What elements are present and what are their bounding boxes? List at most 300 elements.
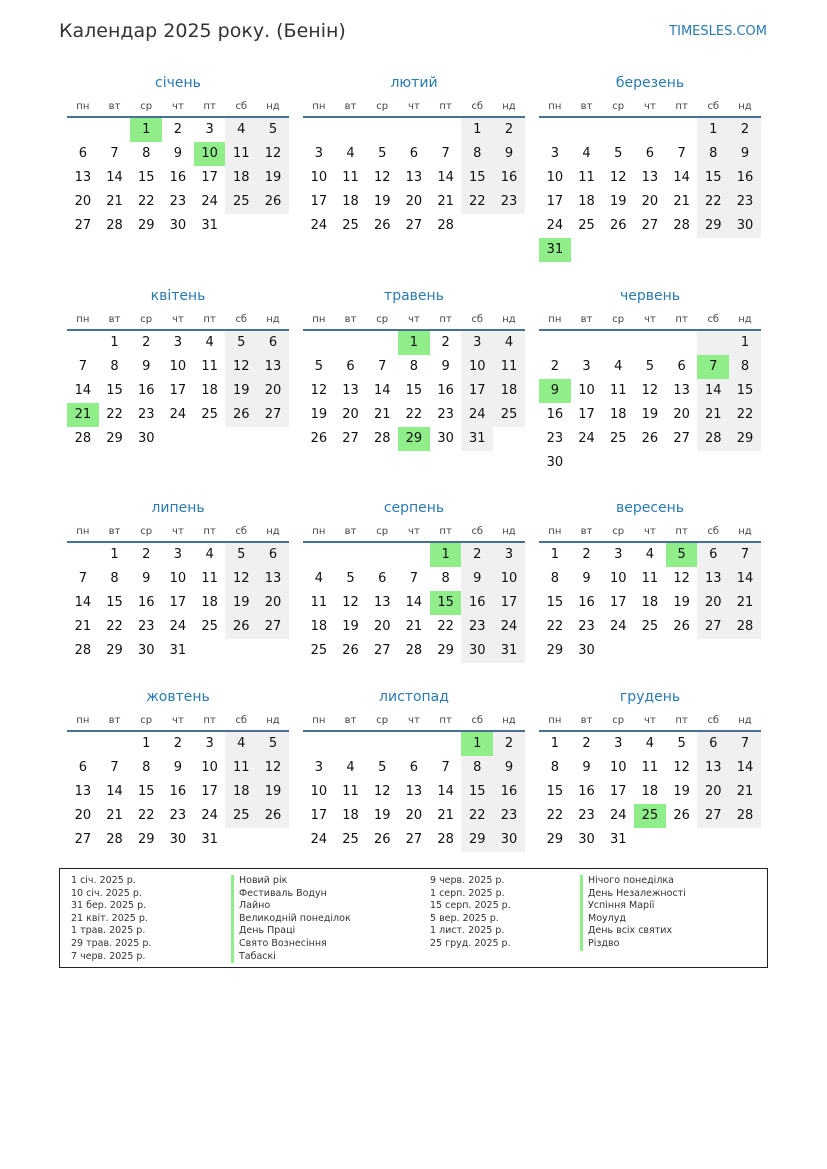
week-row <box>67 828 289 852</box>
week-row <box>67 379 289 403</box>
day-cell: 9 <box>729 142 761 166</box>
day-cell: 24 <box>310 832 328 847</box>
weekday-label: нд <box>502 526 516 537</box>
weekday-label: ср <box>612 715 625 726</box>
day-cell: 8 <box>461 142 493 166</box>
day-cell: 23 <box>169 808 187 823</box>
day-cell: 17 <box>609 784 627 799</box>
day-cell: 10 <box>461 355 493 379</box>
empty-cell <box>257 828 289 852</box>
day-cell: 14 <box>697 379 729 403</box>
day-cell: 18 <box>201 383 218 398</box>
legend-entry: 1 серп. 2025 р. <box>430 887 505 899</box>
day-cell: 9 <box>493 142 525 166</box>
weekday-label: чт <box>644 526 656 537</box>
empty-cell <box>225 427 257 451</box>
month-name: травень <box>384 288 444 304</box>
day-cell: 8 <box>441 571 450 586</box>
weekday-label: чт <box>172 314 184 325</box>
weekday-label: пт <box>439 101 452 112</box>
day-cell: 24 <box>546 218 564 233</box>
day-cell: 13 <box>673 383 690 398</box>
weekday-label: пн <box>312 715 326 726</box>
day-cell: 25 <box>641 619 659 634</box>
day-cell: 7 <box>409 571 419 586</box>
month-name: лютий <box>390 75 438 91</box>
day-cell: 17 <box>310 808 328 823</box>
day-cell: 17 <box>546 194 564 209</box>
day-cell: 20 <box>697 780 729 804</box>
day-cell: 1 <box>461 118 493 142</box>
day-cell: 14 <box>74 383 92 398</box>
day-cell: 26 <box>257 804 289 828</box>
day-cell: 22 <box>405 407 423 422</box>
day-cell: 25 <box>201 619 218 634</box>
day-cell: 8 <box>697 142 729 166</box>
day-cell: 30 <box>578 643 595 658</box>
week-row <box>303 591 525 615</box>
weekday-header <box>303 521 525 543</box>
day-cell: 2 <box>493 732 525 756</box>
week-row <box>67 543 289 567</box>
day-cell: 19 <box>609 194 627 209</box>
legend-entry: 29 трав. 2025 р. <box>71 937 152 949</box>
day-cell: 1 <box>142 736 151 751</box>
empty-cell <box>634 451 666 475</box>
day-cell: 12 <box>257 756 289 780</box>
week-row <box>303 355 525 379</box>
day-cell: 16 <box>137 595 155 610</box>
empty-cell <box>303 118 335 142</box>
legend-names-left <box>231 875 351 963</box>
day-cell: 11 <box>641 760 659 775</box>
day-cell: 30 <box>169 218 187 233</box>
empty-cell <box>634 331 666 355</box>
empty-cell <box>666 238 698 262</box>
day-cell: 8 <box>409 359 419 374</box>
day-cell: 23 <box>137 407 155 422</box>
day-cell: 10 <box>578 383 595 398</box>
day-cell: 7 <box>110 146 119 161</box>
weekday-header <box>303 309 525 331</box>
day-cell: 6 <box>257 331 289 355</box>
legend-entry: День Незалежності <box>580 888 686 901</box>
weekday-label: пн <box>76 101 90 112</box>
day-cell: 4 <box>225 732 257 756</box>
weekday-label: ср <box>376 715 389 726</box>
day-cell: 15 <box>546 784 564 799</box>
weekday-label: чт <box>644 101 656 112</box>
legend-names-right <box>580 875 686 951</box>
day-cell: 21 <box>437 808 454 823</box>
day-cell: 25 <box>201 407 218 422</box>
empty-cell <box>539 118 571 142</box>
day-cell: 9 <box>142 359 151 374</box>
week-row <box>303 756 525 780</box>
day-cell: 6 <box>78 146 87 161</box>
day-cell: 29 <box>137 218 155 233</box>
day-cell: 26 <box>373 832 391 847</box>
day-cell: 3 <box>173 335 183 350</box>
week-row <box>539 615 761 639</box>
weekday-label: пн <box>76 314 90 325</box>
day-cell: 13 <box>697 756 729 780</box>
day-cell: 27 <box>697 804 729 828</box>
week-row <box>539 379 761 403</box>
day-cell: 13 <box>405 784 423 799</box>
day-cell: 28 <box>106 832 123 847</box>
weekday-label: пт <box>675 526 688 537</box>
day-cell: 28 <box>673 218 690 233</box>
weekday-label: вт <box>344 101 357 112</box>
day-cell: 6 <box>78 760 87 775</box>
empty-cell <box>335 732 367 756</box>
day-cell: 15 <box>137 170 155 185</box>
weekday-header <box>303 710 525 732</box>
day-cell: 23 <box>493 804 525 828</box>
day-cell: 29 <box>437 643 454 658</box>
day-cell: 18 <box>225 780 257 804</box>
weekday-label: вт <box>580 526 593 537</box>
day-cell: 6 <box>378 571 387 586</box>
day-cell: 12 <box>225 355 257 379</box>
day-cell: 4 <box>645 547 655 562</box>
weekday-label: ср <box>376 526 389 537</box>
day-cell: 7 <box>697 355 729 379</box>
day-cell: 18 <box>609 407 627 422</box>
day-cell: 9 <box>539 379 571 403</box>
weekday-label: вт <box>580 314 593 325</box>
week-row <box>539 639 761 663</box>
day-cell: 20 <box>641 194 659 209</box>
day-cell: 8 <box>110 571 119 586</box>
day-cell: 28 <box>697 427 729 451</box>
week-row <box>303 118 525 142</box>
day-cell: 24 <box>310 218 328 233</box>
weekday-label: чт <box>408 715 420 726</box>
day-cell: 9 <box>173 146 183 161</box>
week-row <box>303 639 525 663</box>
weekday-label: пт <box>675 715 688 726</box>
day-cell: 19 <box>342 619 359 634</box>
day-cell: 22 <box>546 808 564 823</box>
weekday-label: нд <box>738 314 752 325</box>
day-cell: 10 <box>609 571 627 586</box>
site-link[interactable]: TIMESLES.COM <box>669 24 767 39</box>
day-cell: 5 <box>225 331 257 355</box>
day-cell: 5 <box>645 359 655 374</box>
day-cell: 5 <box>225 543 257 567</box>
day-cell: 16 <box>546 407 564 422</box>
week-row <box>67 331 289 355</box>
day-cell: 17 <box>493 591 525 615</box>
empty-cell <box>697 331 729 355</box>
empty-cell <box>602 238 634 262</box>
weekday-label: нд <box>266 526 280 537</box>
legend-entry: 21 квіт. 2025 р. <box>71 912 148 924</box>
legend-entry: Табаскі <box>231 951 351 964</box>
empty-cell <box>67 732 99 756</box>
day-cell: 18 <box>201 595 218 610</box>
day-cell: 15 <box>405 383 423 398</box>
day-cell: 15 <box>430 591 462 615</box>
day-cell: 3 <box>614 736 623 751</box>
month-9 <box>539 495 761 663</box>
weekday-label: ср <box>140 101 153 112</box>
week-row <box>303 379 525 403</box>
day-cell: 22 <box>106 407 123 422</box>
day-cell: 20 <box>257 379 289 403</box>
day-cell: 17 <box>169 595 187 610</box>
day-cell: 5 <box>378 760 387 775</box>
day-cell: 26 <box>673 808 690 823</box>
day-cell: 26 <box>673 619 690 634</box>
day-cell: 25 <box>609 431 627 446</box>
empty-cell <box>398 543 430 567</box>
empty-cell <box>602 639 634 663</box>
day-cell: 9 <box>173 760 183 775</box>
month-name: березень <box>615 75 685 91</box>
weekday-label: чт <box>408 314 420 325</box>
day-cell: 4 <box>645 736 655 751</box>
empty-cell <box>303 732 335 756</box>
week-row <box>303 732 525 756</box>
day-cell: 2 <box>173 736 183 751</box>
day-cell: 26 <box>310 431 328 446</box>
weekday-label: нд <box>738 526 752 537</box>
day-cell: 25 <box>342 218 359 233</box>
day-cell: 23 <box>578 619 595 634</box>
day-cell: 23 <box>137 619 155 634</box>
day-cell: 19 <box>373 808 391 823</box>
legend-entry: 5 вер. 2025 р. <box>430 912 499 924</box>
day-cell: 23 <box>546 431 564 446</box>
week-row <box>67 403 289 427</box>
week-row <box>539 828 761 852</box>
day-cell: 10 <box>194 142 226 166</box>
weekday-label: нд <box>266 314 280 325</box>
week-row <box>539 355 761 379</box>
day-cell: 9 <box>582 760 591 775</box>
day-cell: 29 <box>137 832 155 847</box>
day-cell: 31 <box>201 218 218 233</box>
legend-entry: 31 бер. 2025 р. <box>71 900 147 912</box>
week-row <box>67 142 289 166</box>
day-cell: 22 <box>137 808 155 823</box>
day-cell: 2 <box>550 359 559 374</box>
empty-cell <box>666 118 698 142</box>
legend-entry: День Праці <box>231 925 351 938</box>
day-cell: 31 <box>461 427 493 451</box>
week-row <box>303 142 525 166</box>
week-row <box>539 804 761 828</box>
day-cell: 4 <box>614 359 623 374</box>
day-cell: 11 <box>609 383 627 398</box>
weekday-header <box>539 309 761 331</box>
week-row <box>303 804 525 828</box>
day-cell: 14 <box>106 170 123 185</box>
empty-cell <box>225 214 257 238</box>
weekday-label: нд <box>738 715 752 726</box>
day-cell: 21 <box>106 808 123 823</box>
day-cell: 11 <box>578 170 595 185</box>
day-cell: 10 <box>169 359 187 374</box>
day-cell: 26 <box>257 190 289 214</box>
day-cell: 16 <box>437 383 454 398</box>
empty-cell <box>697 828 729 852</box>
day-cell: 24 <box>201 194 218 209</box>
empty-cell <box>257 639 289 663</box>
empty-cell <box>602 451 634 475</box>
day-cell: 7 <box>729 543 761 567</box>
day-cell: 16 <box>169 170 187 185</box>
weekday-label: сб <box>235 314 248 325</box>
day-cell: 27 <box>74 218 92 233</box>
week-row <box>67 567 289 591</box>
day-cell: 20 <box>74 194 92 209</box>
day-cell: 16 <box>493 166 525 190</box>
day-cell: 14 <box>673 170 690 185</box>
day-cell: 24 <box>578 431 595 446</box>
day-cell: 21 <box>729 780 761 804</box>
day-cell: 3 <box>314 760 323 775</box>
day-cell: 25 <box>493 403 525 427</box>
day-cell: 19 <box>257 166 289 190</box>
day-cell: 28 <box>74 643 92 658</box>
day-cell: 21 <box>74 619 92 634</box>
empty-cell <box>666 828 698 852</box>
empty-cell <box>602 331 634 355</box>
weekday-label: чт <box>172 101 184 112</box>
week-row <box>67 756 289 780</box>
day-cell: 21 <box>106 194 123 209</box>
month-name: жовтень <box>146 689 210 705</box>
day-cell: 6 <box>257 543 289 567</box>
empty-cell <box>602 118 634 142</box>
weekday-label: вт <box>344 526 357 537</box>
day-cell: 13 <box>74 784 92 799</box>
empty-cell <box>398 732 430 756</box>
day-cell: 30 <box>578 832 595 847</box>
week-row <box>539 238 761 262</box>
empty-cell <box>666 331 698 355</box>
day-cell: 9 <box>441 359 450 374</box>
weekday-header <box>67 521 289 543</box>
week-row <box>539 567 761 591</box>
weekday-label: пт <box>203 314 216 325</box>
day-cell: 8 <box>729 355 761 379</box>
day-cell: 29 <box>106 643 123 658</box>
weekday-label: вт <box>344 715 357 726</box>
day-cell: 30 <box>137 643 155 658</box>
holiday-legend <box>59 868 768 968</box>
month-7 <box>67 495 289 663</box>
day-cell: 3 <box>493 543 525 567</box>
week-row <box>303 615 525 639</box>
day-cell: 30 <box>729 214 761 238</box>
day-cell: 25 <box>634 804 666 828</box>
day-cell: 22 <box>697 190 729 214</box>
weekday-label: ср <box>140 715 153 726</box>
day-cell: 14 <box>729 567 761 591</box>
day-cell: 14 <box>437 170 454 185</box>
day-cell: 22 <box>137 194 155 209</box>
day-cell: 21 <box>673 194 690 209</box>
day-cell: 18 <box>225 166 257 190</box>
day-cell: 9 <box>142 571 151 586</box>
day-cell: 7 <box>729 732 761 756</box>
weekday-label: чт <box>644 715 656 726</box>
week-row <box>303 828 525 852</box>
day-cell: 19 <box>673 595 690 610</box>
day-cell: 1 <box>430 543 462 567</box>
day-cell: 14 <box>373 383 391 398</box>
empty-cell <box>571 238 603 262</box>
day-cell: 10 <box>310 784 328 799</box>
day-cell: 25 <box>342 832 359 847</box>
day-cell: 5 <box>257 732 289 756</box>
day-cell: 11 <box>201 359 218 374</box>
empty-cell <box>571 118 603 142</box>
month-10 <box>67 684 289 852</box>
empty-cell <box>366 118 398 142</box>
month-name: квітень <box>150 288 206 304</box>
day-cell: 25 <box>225 190 257 214</box>
day-cell: 22 <box>461 190 493 214</box>
weekday-label: ср <box>612 526 625 537</box>
day-cell: 22 <box>106 619 123 634</box>
day-cell: 27 <box>342 431 359 446</box>
empty-cell <box>335 118 367 142</box>
day-cell: 1 <box>110 335 119 350</box>
day-cell: 13 <box>257 567 289 591</box>
day-cell: 17 <box>169 383 187 398</box>
weekday-label: пн <box>548 715 562 726</box>
legend-entry: Великодній понеділок <box>231 913 351 926</box>
day-cell: 12 <box>310 383 328 398</box>
legend-entry: Свято Вознесіння <box>231 938 351 951</box>
day-cell: 14 <box>437 784 454 799</box>
empty-cell <box>194 639 226 663</box>
day-cell: 8 <box>550 571 559 586</box>
day-cell: 16 <box>493 780 525 804</box>
day-cell: 22 <box>546 619 564 634</box>
week-row <box>539 118 761 142</box>
day-cell: 12 <box>257 142 289 166</box>
weekday-label: пт <box>203 101 216 112</box>
day-cell: 2 <box>493 118 525 142</box>
day-cell: 29 <box>729 427 761 451</box>
day-cell: 13 <box>641 170 659 185</box>
empty-cell <box>430 118 462 142</box>
legend-dates-right <box>430 875 511 951</box>
day-cell: 1 <box>461 732 493 756</box>
week-row <box>67 166 289 190</box>
day-cell: 19 <box>641 407 659 422</box>
week-row <box>303 331 525 355</box>
week-row <box>539 427 761 451</box>
weekday-label: ср <box>140 526 153 537</box>
week-row <box>539 190 761 214</box>
weekday-label: вт <box>108 526 121 537</box>
day-cell: 17 <box>461 379 493 403</box>
week-row <box>539 591 761 615</box>
day-cell: 27 <box>673 431 690 446</box>
day-cell: 8 <box>110 359 119 374</box>
day-cell: 20 <box>257 591 289 615</box>
empty-cell <box>225 639 257 663</box>
day-cell: 11 <box>225 142 257 166</box>
